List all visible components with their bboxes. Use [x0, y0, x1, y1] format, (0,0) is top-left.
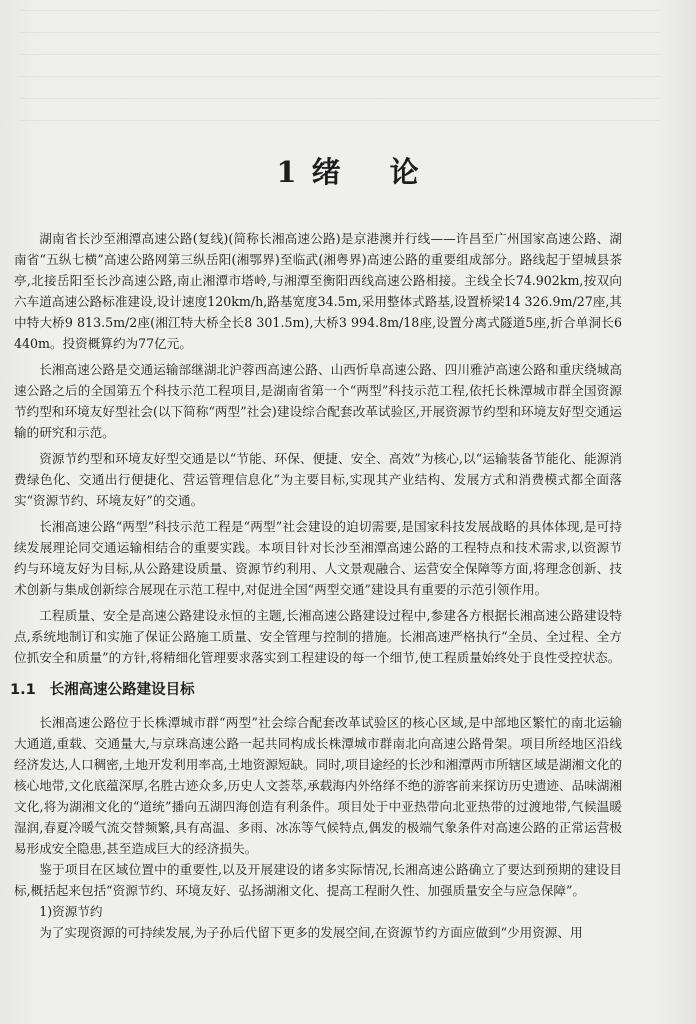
paragraph-5: 工程质量、安全是高速公路建设永恒的主题,长湘高速公路建设过程中,参建各方根据长湘高速公路建设特点,系统地制订和实施了保证公路施工质量、安全管理与控制的措施。长湘高速严格执行“全员、全过程、全方位抓安全和质量”的方针,将精细化管理要求落实到工程建设的每一个细节,使工程质量始终处于良性受控状态。 [14, 608, 622, 665]
paragraph-4: 长湘高速公路“两型”科技示范工程是“两型”社会建设的迫切需要,是国家科技发展战略的具体体现,是可持续发展理论同交通运输相结合的重要实践。本项目针对长沙至湘潭高速公路的工程特点和技术需求,以资源节约与环境友好为目标,从公路建设质量、资源节约利用、人文景观融合、运营安全保障等方面,将理念创新、技术创新与集成创新综合展现在示范工程中,对促进全国“两型交通”建设具有重要的示范引领作用。 [14, 519, 622, 597]
section-paragraph-2: 鉴于项目在区域位置中的重要性,以及开展建设的诸多实际情况,长湘高速公路确立了要达到预期的建设目标,概括起来包括“资源节约、环境友好、弘扬湖湘文化、提高工程耐久性、加强质量安全与应急保障”。 [14, 862, 622, 898]
paragraph-3: 资源节约型和环境友好型交通是以“节能、环保、便捷、安全、高效”为核心,以“运输装备节能化、能源消费绿色化、交通出行便捷化、营运管理信息化”为主要目标,实现其产业结构、发展方式和消费模式都全面落实“资源节约、环境友好”的交通。 [14, 451, 622, 508]
body-text [10, 228, 622, 943]
section-title: 长湘高速公路建设目标 [49, 682, 195, 698]
section-paragraph-1: 长湘高速公路位于长株潭城市群“两型”社会综合配套改革试验区的核心区域,是中部地区繁忙的南北运输大通道,重载、交通量大,与京珠高速公路一起共同构成长株潭城市群南北向高速公路骨架。项目所经地区沿线经济发达,人口稠密,土地开发利用率高,土地资源短缺。同时,项目途经的长沙和湘潭两市所辖区域是湖湘文化的核心地带,文化底蕴深厚,名胜古迹众多,历史人文荟萃,承载海内外络绎不绝的游客前来探访历史遗迹、品味湖湘文化,将为湖湘文化的“道统”播向五湖四海创造有利条件。项目处于中亚热带向北亚热带的过渡地带,气候温暖湿润,春夏冷暖气流交替频繁,具有高温、多雨、冰冻等气候特点,偶发的极端气象条件对高速公路的正常运营极易形成安全隐患,甚至造成巨大的经济损失。 [14, 715, 622, 856]
section-heading [10, 679, 622, 701]
final-paragraph: 为了实现资源的可持续发展,为子孙后代留下更多的发展空间,在资源节约方面应做到“少用资源、用 [39, 925, 583, 940]
bleed-through-shadow [20, 10, 660, 140]
chapter-title-char-2: 论 [389, 155, 420, 189]
paragraph-2: 长湘高速公路是交通运输部继湖北沪蓉西高速公路、山西忻阜高速公路、四川雅泸高速公路和重庆绕城高速公路之后的全国第五个科技示范工程项目,是湖南省第一个“两型”科技示范工程,依托长株潭城市群全国资源节约型和环境友好型社会(以下简称“两型”社会)建设综合配套改革试验区,开展资源节约型和环境友好型交通运输的研究和示范。 [14, 362, 622, 440]
chapter-number: 1 [276, 155, 298, 189]
paragraph-1: 湖南省长沙至湘潭高速公路(复线)(简称长湘高速公路)是京港澳并行线——许昌至广州国家高速公路、湖南省“五纵七横”高速公路网第三纵岳阳(湘鄂界)至临武(湘粤界)高速公路的重要组成部分。路线起于望城县茶亭,北接岳阳至长沙高速公路,南止湘潭市塔岭,与湘潭至衡阳西线高速公路相接。主线全长74.902km,按双向六车道高速公路标准建设,设计速度120km/h,路基宽度34.5m,采用整体式路基,设置桥梁14 326.9m/27座,其中特大桥9 813.5m/2座(湘江特大桥全长8 301.5m),大桥3 994.8m/18座,设置分离式隧道5座,折合单洞长6 440m。投资概算约为77亿元。 [14, 231, 622, 351]
section-number: 1.1 [10, 682, 36, 698]
chapter-title [0, 150, 696, 191]
chapter-title-char-1: 绪 [311, 155, 342, 189]
subsection-heading: 1)资源节约 [39, 904, 103, 919]
